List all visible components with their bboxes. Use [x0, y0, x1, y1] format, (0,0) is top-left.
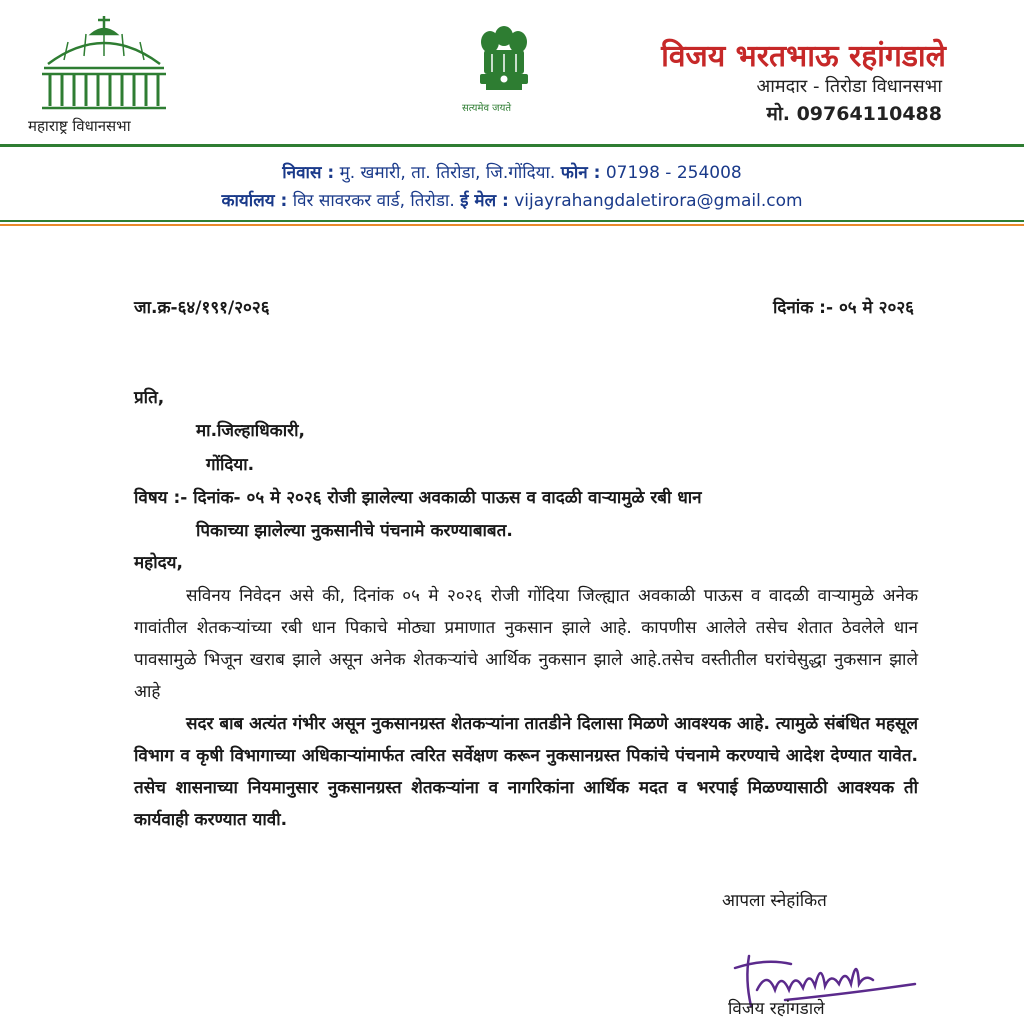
phone-label: फोन :	[560, 163, 601, 183]
reference-number: जा.क्र-६४/१९१/२०२६	[134, 298, 270, 318]
letter-date: दिनांक :- ०५ मे २०२६	[772, 298, 914, 318]
residence-value: मु. खमारी, ता. तिरोडा, जि.गोंदिया.	[339, 163, 556, 183]
salutation: महोदय,	[134, 553, 183, 573]
mla-name: विजय भरतभाऊ रहांगडाले	[661, 39, 946, 74]
paragraph-2-text: सदर बाब अत्यंत गंभीर असून नुकसानग्रस्त शेतकऱ्यांना तातडीने दिलासा मिळणे आवश्यक आहे. त्यामुळे संबंधित महसूल विभाग व कृषी विभागाच्या अधिकाऱ्यांमार्फत त्वरित सर्वेक्षण करून नुकसानग्रस्त पिकांचे पंचनामे करण्याचे आदेश देण्यात यावेत. तसेच शासनाच्या नियमानुसार नुकसानग्रस्त शेतकऱ्यांना व नागरिकांना आर्थिक मदत व भरपाई मिळण्यासाठी आवश्यक ती कार्यवाही करण्यात यावी.	[134, 714, 918, 830]
phone-value: 07198 - 254008	[605, 163, 742, 183]
email-label: ई मेल :	[460, 191, 509, 211]
ashoka-emblem-icon	[472, 16, 536, 100]
to-label: प्रति,	[134, 388, 165, 408]
mla-mobile: मो. 09764110488	[766, 103, 942, 125]
signatory-name: विजय रहांगडाले	[728, 999, 825, 1019]
office-label: कार्यालय :	[221, 191, 288, 211]
mla-designation: आमदार - तिरोडा विधानसभा	[756, 76, 942, 97]
paragraph-1-text: सविनय निवेदन असे की, दिनांक ०५ मे २०२६ रोजी गोंदिया जिल्ह्यात अवकाळी पाऊस व वादळी वाऱ्यामुळे अनेक गावांतील शेतकऱ्यांच्या रबी धान पिकाचे मोठ्या प्रमाणात नुकसान झाले आहे. कापणीस आलेले तसेच शेतात ठेवलेले धान पावसामुळे भिजून खराब झाले असून अनेक शेतकऱ्यांचे आर्थिक नुकसान झाले आहे.तसेच वस्तीतील घरांचेसुद्धा नुकसान झाले आहे	[134, 586, 918, 702]
letter-paragraph-1	[134, 580, 918, 708]
recipient-line-1: मा.जिल्हाधिकारी,	[196, 421, 305, 441]
residence-label: निवास :	[282, 163, 335, 183]
email-value: vijayrahangdaletirora@gmail.com	[514, 191, 803, 211]
header-rule-accent	[0, 224, 1024, 226]
office-value: विर सावरकर वार्ड, तिरोडा.	[292, 191, 455, 211]
closing-phrase: आपला स्नेहांकित	[722, 891, 827, 911]
assembly-name: महाराष्ट्र विधानसभा	[28, 117, 131, 135]
residence-line	[0, 160, 1024, 183]
subject-line-1: विषय :- दिनांक- ०५ मे २०२६ रोजी झालेल्या अवकाळी पाऊस व वादळी वाऱ्यामुळे रबी धान	[134, 488, 702, 508]
vidhan-bhavan-logo	[34, 12, 174, 116]
header-rule-top	[0, 144, 1024, 147]
subject-line-2: पिकाच्या झालेल्या नुकसानीचे पंचनामे करण्याबाबत.	[196, 521, 513, 541]
header-rule-bottom	[0, 220, 1024, 222]
letter-paragraph-2	[134, 708, 918, 836]
emblem-motto: सत्यमेव जयते	[462, 103, 512, 114]
recipient-line-2: गोंदिया.	[206, 455, 255, 475]
office-line	[0, 188, 1024, 211]
